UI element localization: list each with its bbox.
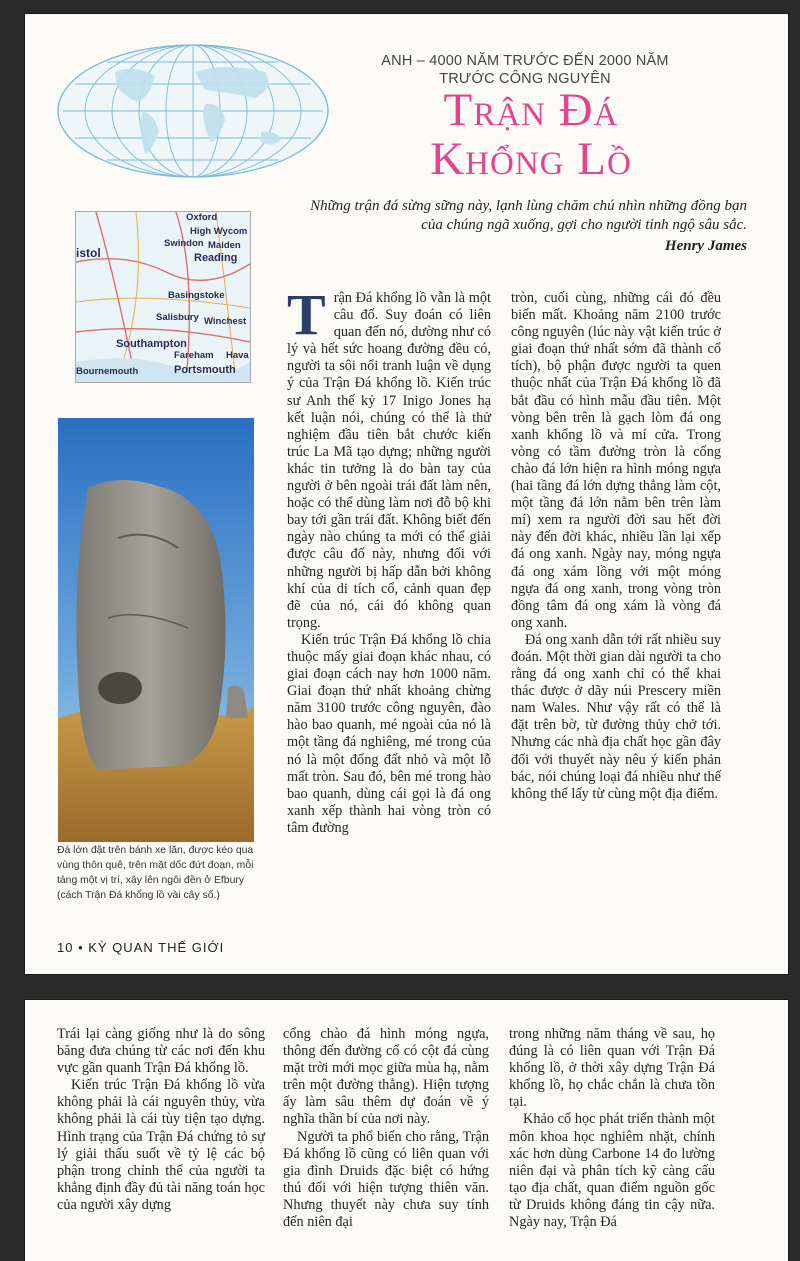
era-heading-line-2: TRƯỚC CÔNG NGUYÊN — [439, 71, 611, 87]
map-label: Reading — [194, 252, 238, 264]
region-map — [75, 211, 251, 383]
world-map-graphic — [55, 42, 331, 180]
map-label: Salisbury — [156, 312, 199, 323]
article-paragraph: Kiến trúc Trận Đá khổng lồ chia thuộc mấy giai đoạn khác nhau, có giai đoạn cách nay hơn 1000 năm. Giai đoạn thứ nhất khoảng chừng năm 3100 trước công nguyên, đào hào bao quanh, mé ngoài của nó là một tầng đá nghiêng, mé trong của nó là một đống đất nhỏ và một lỗ mất tròn. Sau đó, bên mé trong hào bao quanh, dùng cái gọi là đá ong xanh xếp thành hai vòng tròn có tâm đường — [287, 631, 491, 836]
map-label: Basingstoke — [168, 290, 225, 301]
article-paragraph: tròn, cuối cùng, những cái đó đều biến mất. Khoảng năm 2100 trước công nguyên (lúc này vật kiến trúc ở giai đoạn thứ nhất sớm đã thành cổ tích), bộ phận được người ta quen thuộc nhất của Trận Đá khổng lồ đã bắt đầu có hình mẫu đầu tiên. Một vòng bên trên là gạch lòm đá ong xanh khổng lồ và mí cửa. Trong vòng có tầm đường tròn là cổng chào đá lớn hiện ra hình móng ngựa (hai tầng đá lớn dựng thẳng làm cột, một tầng đá lớn nằm bên trên làm mí) xem ra người đời sau hết đời này đến đời khác, nhiều lần lại xếp đá ong xanh. Ngày nay, móng ngựa đá ong xám lồng với một móng ngựa đá ong xanh, trong vòng tròn đồng tâm đá ong xám là vòng đá ong xanh. — [511, 290, 721, 631]
article-paragraph: Đá ong xanh dẫn tới rất nhiều suy đoán. Một thời gian dài người ta cho rằng đá ong xanh chỉ có thể khai thác được ở dãy núi Prescery miền nam Wales. Như vậy rất có thể là đặt trên bờ, từ đường thủy chở tới. Nhưng các nhà địa chất học gần đây đối với thuyết này nêu ý kiến phản bác, nói chúng loại đá nhiều như thế không thể lấy từ cùng một địa điểm. — [511, 631, 721, 802]
article-paragraph: Người ta phổ biến cho rằng, Trận Đá khổng lồ cũng có liên quan với gia đình Druids đặc biệt có hứng thú đối với hiện tượng thiên văn. Nhưng thuyết này chưa suy tính đến niên đại — [283, 1128, 489, 1231]
page-2 — [25, 1000, 788, 1261]
epigraph-quote: Những trận đá sừng sững này, lạnh lùng chăm chú nhìn những đồng bạn của chúng ngã xuống, gợi cho người tỉnh ngộ sâu sắc. — [310, 198, 747, 233]
drop-cap: T — [287, 282, 326, 347]
map-label: Fareham — [174, 350, 214, 361]
article-column-3 — [509, 1026, 715, 1231]
page-title-line-1: Trận Đá — [443, 84, 619, 136]
article-paragraph — [287, 282, 491, 632]
map-label: Bournemouth — [76, 366, 139, 377]
map-label: Maiden — [208, 240, 241, 251]
article-column-1 — [287, 282, 491, 837]
epigraph — [295, 197, 747, 256]
article-column-1 — [57, 1026, 265, 1214]
page-title-line-2: Khổng Lồ — [430, 133, 632, 185]
photo-caption: Đá lớn đặt trên bánh xe lăn, được kéo qua vùng thôn quê, trên mặt dốc đứt đoạn, mỗi tảng một vị trí, xây lên ngôi đền ở Efbury (cách Trận Đá khổng lồ vài cây số.) — [57, 845, 254, 901]
era-heading-line-1: ANH – 4000 NĂM TRƯỚC ĐẾN 2000 NĂM — [381, 53, 669, 69]
paragraph-text: rận Đá khổng lồ vẫn là một câu đố. Suy đoán có liên quan đến nó, dường như có lý và hết sức hoang đường đều có, người ta sôi nổi tranh luận về dụng ý của Trận Đá khổng lồ. Kiến trúc sư Anh thế kỷ 17 Inigo Jones hạ kết luận nói, chúng có thể là thử nghiệm đầu tiên bắt chước kiến trúc La Mã tạo dựng; những người khác tin tưởng là do bàn tay của người ở bên ngoài trái đất làm nên, hoặc có thể dùng làm nơi đỗ bộ khi bay tới gần trái đất. Không biết đến ngày nào chúng ta mới có thể giải được câu đố này, nhưng đối với những người bị hấp dẫn bởi không khí của di tích cổ, cảnh quan đẹp đẽ của nó, cái đó không quan trọng. — [287, 290, 491, 631]
page-title — [397, 86, 665, 184]
article-paragraph: Khảo cổ học phát triển thành một môn khoa học nghiêm nhặt, chính xác hơn dùng Carbone 14 đo lường niên đại và phân tích kỹ càng cấu tạo địa chất, quan điểm nguồn gốc từ Druids không đáng tin cậy nữa. Ngày nay, Trận Đá — [509, 1111, 715, 1231]
page-footer: 10 • KỲ QUAN THẾ GIỚI — [57, 940, 225, 955]
map-label: High Wycom — [190, 226, 248, 237]
map-label: Portsmouth — [174, 364, 236, 376]
page-1 — [25, 14, 788, 974]
article-column-2 — [283, 1026, 489, 1231]
standing-stone-photo — [58, 418, 254, 842]
article-paragraph: trong những năm tháng về sau, họ đúng là có liên quan với Trận Đá khổng lồ, ở thời xây dựng Trận Đá khổng lồ, họ chắc chắn là chưa tồn tại. — [509, 1026, 715, 1111]
epigraph-author: Henry James — [664, 238, 747, 254]
map-label: Winchest — [204, 316, 247, 327]
article-column-2 — [511, 290, 721, 803]
article-paragraph: cổng chào đá hình móng ngựa, thông đến đường cổ có cột đá cùng mặt trời mới mọc giữa mùa hạ, nằm trên một đường thẳng). Hiện tượng ấy làm sâu thêm dự đoán về ý nghĩa thần bí của nơi này. — [283, 1026, 489, 1128]
map-label: Hava — [226, 350, 249, 361]
map-label: Swindon — [164, 238, 204, 249]
article-paragraph: Kiến trúc Trận Đá khổng lồ vừa không phải là cái nguyên thủy, vừa không phải là cái tùy tiện tạo dựng. Hình trạng của Trận Đá chứng tỏ sự lý giải thấu suốt về tỷ lệ các bộ phận trong chỉnh thể của người ta khẳng định đầy đủ tài năng toán học của người xây dựng — [57, 1077, 265, 1213]
map-label: Southampton — [116, 338, 187, 350]
map-label: Oxford — [186, 212, 218, 223]
article-paragraph: Trái lại càng giống như là do sông băng đưa chúng từ các nơi đến khu vực gần quanh Trận Đá khổng lồ. — [57, 1026, 265, 1077]
era-heading — [365, 52, 685, 88]
map-label: istol — [76, 246, 101, 260]
